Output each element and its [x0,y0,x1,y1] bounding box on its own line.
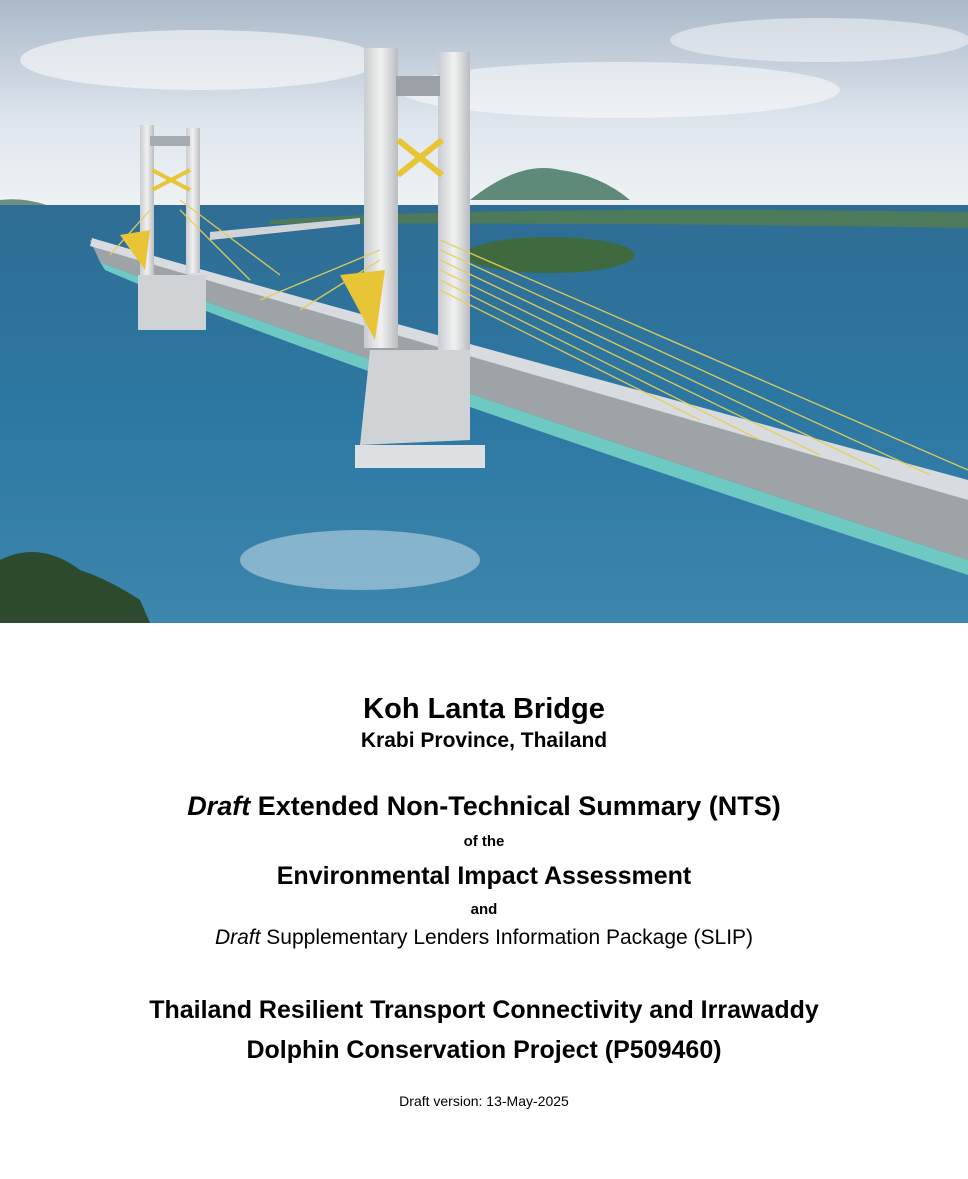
of-the-text: of the [463,833,505,850]
nts-draft-word: Draft [187,791,251,821]
draft-version: Draft version: 13-May-2025 [399,1093,569,1109]
title-block [0,690,968,1110]
slip-draft-word: Draft [214,926,261,949]
slip-heading-rest: Supplementary Lenders Information Package (SLIP) [260,926,754,949]
document-title: Koh Lanta Bridge [363,693,605,725]
nts-heading-rest: Extended Non-Technical Summary (NTS) [250,791,781,821]
project-title-line1: Thailand Resilient Transport Connectivity and Irrawaddy [149,996,819,1024]
nts-heading [0,788,968,824]
project-title-line2: Dolphin Conservation Project (P509460) [246,1036,722,1064]
slip-heading [0,924,968,952]
project-title [0,990,968,1070]
eia-heading: Environmental Impact Assessment [276,862,692,890]
document-location: Krabi Province, Thailand [360,729,608,752]
and-text: and [470,901,498,918]
